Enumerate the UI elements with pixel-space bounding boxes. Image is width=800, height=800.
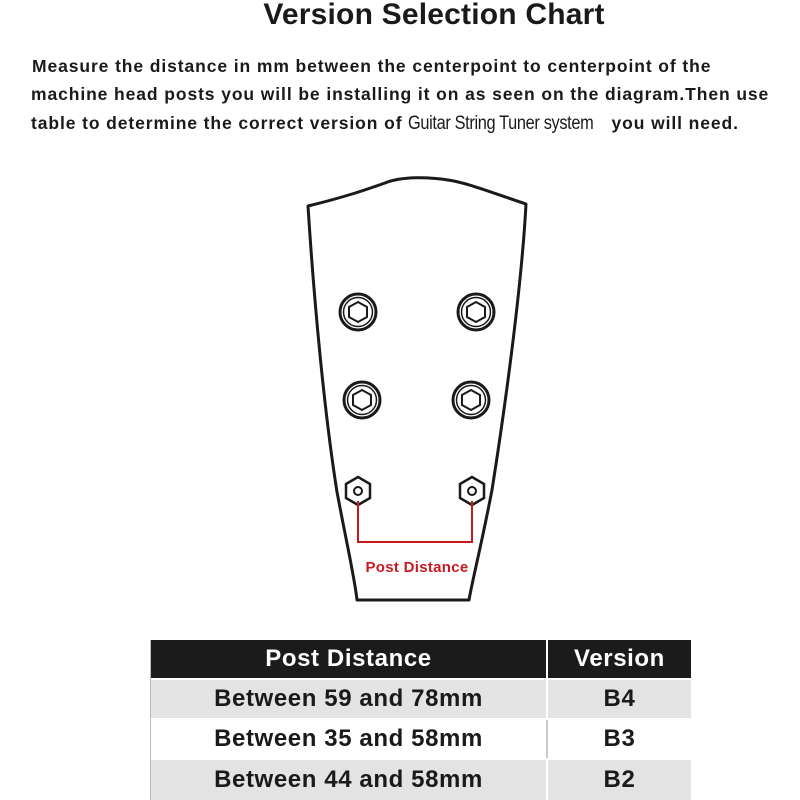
header-post-distance: Post Distance [151,640,548,678]
row-distance: Between 35 and 58mm [151,720,548,758]
tuner-post-lower-right [460,477,484,505]
intro-line-2: machine head posts you will be installing it on as seen on the diagram.Then use [31,84,770,104]
tuner-post-middle-right [453,382,489,418]
table-header-row [151,640,691,678]
intro-line-3-end: you will need. [611,113,739,133]
tuner-post-upper-right [458,294,494,330]
table-row [151,760,691,800]
version-table [150,640,691,800]
tuner-post-middle-left [344,382,380,418]
table-row [151,720,691,758]
post-distance-label: Post Distance [365,559,469,576]
row-distance: Between 44 and 58mm [151,760,548,800]
product-name: Guitar String Tuner system [408,113,594,134]
intro-line-3-start: table to determine the correct version of [31,113,403,133]
row-version: B4 [548,680,691,718]
page-title: Version Selection Chart [263,0,605,31]
headstock-outline [308,178,526,600]
header-version: Version [574,645,665,672]
row-version: B2 [548,760,691,800]
tuner-post-lower-left [346,477,370,505]
table-row [151,680,691,718]
tuner-post-upper-left [340,294,376,330]
row-distance: Between 59 and 78mm [151,680,548,718]
row-version: B3 [548,720,691,758]
intro-line-1: Measure the distance in mm between the centerpoint to centerpoint of the [32,56,712,76]
